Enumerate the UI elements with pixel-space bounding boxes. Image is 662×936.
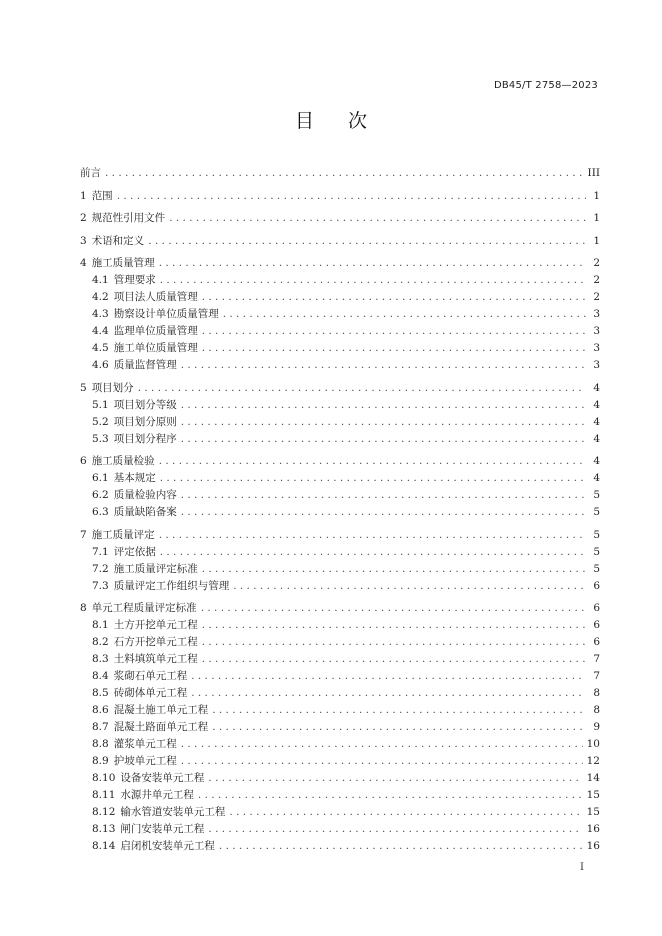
- toc-entry-number: 6.3: [92, 506, 109, 518]
- toc-entry-number: 8.5: [92, 687, 109, 699]
- title-char-right: 次: [348, 110, 368, 132]
- toc-leader-dots: [229, 804, 582, 821]
- toc-entry-page: 1: [593, 212, 600, 224]
- toc-entry-page: 2: [593, 274, 600, 286]
- toc-entry[interactable]: [80, 838, 600, 855]
- toc-entry-number: 4.2: [92, 291, 109, 303]
- toc-entry-page: 4: [593, 398, 600, 411]
- toc-entry-page: 1: [593, 189, 600, 202]
- toc-leader-dots: [202, 651, 586, 668]
- toc-leader-dots: [169, 210, 586, 227]
- toc-entry[interactable]: [80, 821, 600, 838]
- toc-entry-page: 15: [586, 789, 600, 801]
- toc-entry[interactable]: [80, 453, 600, 470]
- toc-entry-label: 土料填筑单元工程: [113, 653, 198, 665]
- toc-entry-page: 6: [593, 619, 600, 631]
- toc-entry-label: 单元工程质量评定标准: [91, 602, 197, 614]
- toc-entry-page: 2: [593, 291, 600, 303]
- toc-entry[interactable]: [80, 397, 600, 414]
- toc-entry-page: 7: [593, 670, 600, 682]
- toc-entry-label: 项目划分: [91, 381, 134, 394]
- toc-entry-label: 前言: [80, 167, 101, 179]
- toc-leader-dots: [181, 357, 586, 374]
- toc-leader-dots: [202, 323, 586, 340]
- toc-entry-page: 3: [593, 308, 600, 320]
- toc-leader-dots: [219, 838, 583, 855]
- toc-entry-page: 5: [593, 489, 600, 501]
- toc-entry-number: 5.3: [92, 432, 109, 445]
- toc-entry-number: 8.9: [92, 755, 109, 767]
- toc-entry-number: 7: [80, 528, 87, 541]
- toc-entry-label: 管理要求: [113, 274, 156, 286]
- toc-entry[interactable]: [80, 544, 600, 561]
- toc-entry-page: 5: [593, 528, 600, 541]
- toc-entry[interactable]: [80, 617, 600, 634]
- toc-entry-label: 施工质量管理: [91, 257, 155, 269]
- toc-entry-label: 项目法人质量管理: [113, 291, 198, 303]
- toc-entry-label: 术语和定义: [91, 234, 145, 247]
- toc-entry-number: 8.14: [92, 840, 116, 852]
- toc-entry[interactable]: [80, 561, 600, 578]
- toc-entry[interactable]: [80, 634, 600, 651]
- toc-entry-page: 4: [593, 415, 600, 428]
- toc-entry-page: 4: [593, 432, 600, 445]
- toc-entry-page: 4: [593, 381, 600, 394]
- toc-leader-dots: [202, 634, 586, 651]
- toc-entry[interactable]: [80, 770, 600, 787]
- toc-entry-label: 项目划分等级: [113, 398, 177, 411]
- toc-entry-label: 项目划分原则: [113, 415, 177, 428]
- toc-entry-label: 评定依据: [113, 545, 156, 558]
- toc-entry-number: 8.8: [92, 738, 109, 750]
- toc-entry[interactable]: [80, 188, 600, 205]
- toc-entry-label: 浆砌石单元工程: [113, 670, 188, 682]
- toc-entry-page: 9: [593, 721, 600, 733]
- toc-leader-dots: [160, 470, 586, 487]
- toc-leader-dots: [208, 770, 582, 787]
- toc-leader-dots: [181, 504, 586, 521]
- toc-entry-label: 施工质量评定标准: [113, 562, 198, 575]
- toc-leader-dots: [208, 821, 582, 838]
- toc-entry[interactable]: [80, 719, 600, 736]
- toc-entry-page: 5: [593, 545, 600, 558]
- toc-entry-number: 8.2: [92, 636, 109, 648]
- toc-entry-page: 2: [593, 257, 600, 269]
- toc-entry-label: 施工质量检验: [91, 455, 155, 467]
- toc-entry-number: 1: [80, 189, 87, 202]
- toc-entry-label: 灌浆单元工程: [113, 738, 177, 750]
- table-of-contents: [80, 165, 600, 855]
- toc-entry-number: 7.3: [92, 579, 109, 592]
- toc-entry-label: 闸门安装单元工程: [120, 823, 205, 835]
- toc-entry-label: 监理单位质量管理: [113, 325, 198, 337]
- toc-entry[interactable]: [80, 306, 600, 323]
- toc-entry-page: 16: [586, 840, 600, 852]
- toc-entry[interactable]: [80, 668, 600, 685]
- toc-leader-dots: [181, 753, 583, 770]
- toc-entry-page: 7: [593, 653, 600, 665]
- toc-entry[interactable]: [80, 787, 600, 804]
- toc-entry-label: 施工单位质量管理: [113, 342, 198, 354]
- toc-entry[interactable]: [80, 210, 600, 227]
- toc-entry[interactable]: [80, 380, 600, 397]
- toc-leader-dots: [233, 578, 586, 595]
- toc-entry-number: 8: [80, 602, 87, 614]
- toc-leader-dots: [202, 340, 586, 357]
- toc-entry-page: 3: [593, 342, 600, 354]
- toc-leader-dots: [202, 617, 586, 634]
- toc-entry-number: 4.4: [92, 325, 109, 337]
- toc-entry-page: 6: [593, 579, 600, 592]
- toc-leader-dots: [212, 702, 586, 719]
- toc-entry-page: 5: [593, 506, 600, 518]
- toc-entry[interactable]: [80, 414, 600, 431]
- toc-entry-page: 6: [593, 602, 600, 614]
- toc-leader-dots: [181, 397, 586, 414]
- toc-entry[interactable]: [80, 323, 600, 340]
- toc-leader-dots: [160, 544, 586, 561]
- toc-entry[interactable]: [80, 600, 600, 617]
- toc-entry-number: 8.1: [92, 619, 109, 631]
- toc-entry-number: 5.1: [92, 398, 109, 411]
- toc-entry-number: 8.7: [92, 721, 109, 733]
- toc-entry-page: 15: [586, 806, 600, 818]
- toc-entry[interactable]: [80, 804, 600, 821]
- toc-entry-number: 8.10: [92, 772, 116, 784]
- toc-entry-number: 6.2: [92, 489, 109, 501]
- toc-entry-number: 4: [80, 257, 87, 269]
- toc-leader-dots: [202, 561, 586, 578]
- toc-entry-label: 范围: [91, 189, 113, 202]
- toc-entry-page: 12: [586, 755, 600, 767]
- toc-entry-number: 8.6: [92, 704, 109, 716]
- page-number: I: [580, 862, 584, 873]
- toc-entry-number: 6: [80, 455, 87, 467]
- toc-leader-dots: [159, 453, 586, 470]
- document-code: DB45/T 2758—2023: [493, 80, 598, 91]
- toc-entry[interactable]: [80, 233, 600, 250]
- page-title: [0, 106, 662, 133]
- toc-entry-label: 土方开挖单元工程: [113, 619, 198, 631]
- toc-entry-label: 项目划分程序: [113, 432, 177, 445]
- toc-entry-page: 4: [593, 472, 600, 484]
- toc-entry-label: 质量评定工作组织与管理: [113, 579, 230, 592]
- toc-entry-number: 8.12: [92, 806, 116, 818]
- toc-entry-page: 4: [593, 455, 600, 467]
- toc-entry[interactable]: [80, 165, 600, 182]
- toc-entry-page: 16: [586, 823, 600, 835]
- toc-entry-number: 5: [80, 381, 87, 394]
- toc-entry-number: 7.2: [92, 562, 109, 575]
- toc-entry-label: 启闭机安装单元工程: [120, 840, 215, 852]
- toc-entry-number: 2: [80, 212, 87, 224]
- toc-entry-page: 3: [593, 325, 600, 337]
- toc-entry-label: 砖砌体单元工程: [113, 687, 188, 699]
- toc-leader-dots: [198, 787, 583, 804]
- toc-entry-number: 4.1: [92, 274, 109, 286]
- toc-entry[interactable]: [80, 504, 600, 521]
- toc-entry-page: 6: [593, 636, 600, 648]
- toc-entry[interactable]: [80, 357, 600, 374]
- toc-entry-page: 3: [593, 359, 600, 371]
- toc-leader-dots: [181, 414, 586, 431]
- toc-entry[interactable]: [80, 578, 600, 595]
- toc-entry-page: 5: [593, 562, 600, 575]
- toc-entry[interactable]: [80, 272, 600, 289]
- toc-entry[interactable]: [80, 651, 600, 668]
- toc-entry-number: 4.5: [92, 342, 109, 354]
- toc-entry-number: 4.6: [92, 359, 109, 371]
- toc-leader-dots: [181, 431, 586, 448]
- toc-entry-number: 8.11: [92, 789, 116, 801]
- toc-entry-label: 水源井单元工程: [120, 789, 194, 801]
- toc-leader-dots: [191, 685, 586, 702]
- toc-leader-dots: [202, 289, 586, 306]
- toc-entry-page: III: [587, 167, 600, 179]
- toc-entry-label: 设备安装单元工程: [120, 772, 205, 784]
- toc-leader-dots: [181, 736, 583, 753]
- toc-entry-label: 输水管道安装单元工程: [120, 806, 226, 818]
- toc-leader-dots: [117, 188, 586, 205]
- toc-entry-number: 6.1: [92, 472, 109, 484]
- toc-entry[interactable]: [80, 470, 600, 487]
- toc-entry-page: 1: [593, 234, 600, 247]
- toc-entry-page: 10: [586, 738, 600, 750]
- toc-leader-dots: [160, 272, 586, 289]
- toc-entry-page: 8: [593, 687, 600, 699]
- toc-entry-label: 施工质量评定: [91, 528, 155, 541]
- toc-leader-dots: [181, 487, 586, 504]
- toc-leader-dots: [138, 380, 586, 397]
- toc-entry-number: 4.3: [92, 308, 109, 320]
- toc-entry-label: 石方开挖单元工程: [113, 636, 198, 648]
- toc-entry-label: 质量检验内容: [113, 489, 177, 501]
- toc-entry-label: 混凝土施工单元工程: [113, 704, 209, 716]
- toc-entry-page: 8: [593, 704, 600, 716]
- toc-entry[interactable]: [80, 289, 600, 306]
- toc-entry[interactable]: [80, 255, 600, 272]
- toc-entry-number: 8.4: [92, 670, 109, 682]
- toc-entry[interactable]: [80, 753, 600, 770]
- toc-entry-label: 护坡单元工程: [113, 755, 177, 767]
- toc-entry-label: 规范性引用文件: [91, 212, 166, 224]
- toc-entry-label: 质量缺陷备案: [113, 506, 177, 518]
- toc-entry-number: 5.2: [92, 415, 109, 428]
- toc-entry-number: 8.13: [92, 823, 116, 835]
- toc-leader-dots: [201, 600, 586, 617]
- toc-entry[interactable]: [80, 431, 600, 448]
- toc-entry-label: 混凝土路面单元工程: [113, 721, 209, 733]
- toc-entry[interactable]: [80, 527, 600, 544]
- toc-entry-label: 质量监督管理: [113, 359, 177, 371]
- toc-leader-dots: [212, 719, 586, 736]
- toc-leader-dots: [105, 165, 584, 182]
- toc-leader-dots: [148, 233, 586, 250]
- toc-entry-number: 3: [80, 234, 87, 247]
- toc-entry[interactable]: [80, 702, 600, 719]
- toc-entry-number: 7.1: [92, 545, 109, 558]
- toc-leader-dots: [159, 527, 586, 544]
- toc-entry-number: 8.3: [92, 653, 109, 665]
- toc-entry-label: 基本规定: [113, 472, 156, 484]
- title-char-left: 目: [294, 110, 314, 132]
- toc-leader-dots: [191, 668, 586, 685]
- toc-leader-dots: [159, 255, 586, 272]
- toc-entry[interactable]: [80, 685, 600, 702]
- toc-entry[interactable]: [80, 340, 600, 357]
- toc-entry[interactable]: [80, 736, 600, 753]
- toc-entry-page: 14: [586, 772, 600, 784]
- toc-entry[interactable]: [80, 487, 600, 504]
- toc-leader-dots: [223, 306, 586, 323]
- toc-entry-label: 勘察设计单位质量管理: [113, 308, 219, 320]
